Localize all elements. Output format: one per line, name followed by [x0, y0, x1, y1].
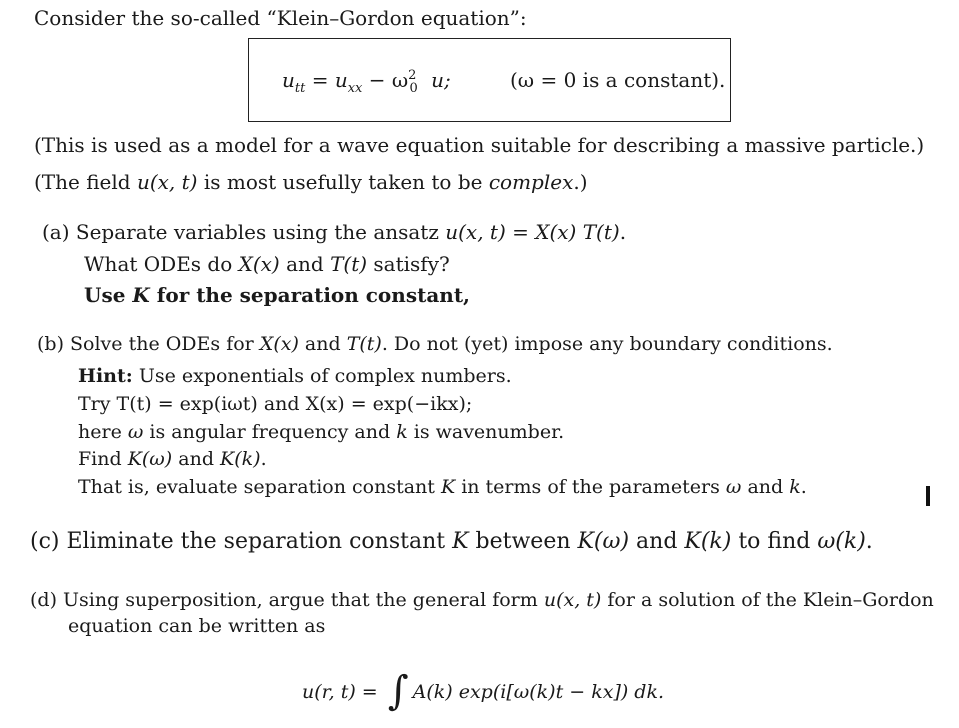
- intro-text: Consider the so-called “Klein–Gordon equation”:: [34, 6, 527, 30]
- equation-note: (ω = 0 is a constant).: [510, 68, 726, 92]
- text-cursor: [926, 486, 930, 506]
- part-b-evaluate: That is, evaluate separation constant K in terms of the parameters ω and k.: [78, 476, 807, 498]
- superposition-integral: u(r, t) = ∫ A(k) exp(i[ω(k)t − kx]) dk.: [302, 668, 665, 714]
- integral-sign: ∫: [387, 668, 409, 714]
- part-d-line-2: equation can be written as: [68, 615, 326, 637]
- remark-complex-field: (The field u(x, t) is most usefully taken to be complex.): [34, 170, 588, 194]
- part-b-line-1: (b) Solve the ODEs for X(x) and T(t). Do not (yet) impose any boundary conditions.: [37, 333, 833, 355]
- part-b-find: Find K(ω) and K(k).: [78, 448, 267, 470]
- part-a-line-3: Use K for the separation constant,: [84, 283, 471, 307]
- part-b-try: Try T(t) = exp(iωt) and X(x) = exp(−ikx);: [78, 393, 473, 415]
- part-b-hint: Hint: Use exponentials of complex numbers.: [78, 365, 512, 387]
- remark-massive-particle: (This is used as a model for a wave equation suitable for describing a massive particle.): [34, 133, 925, 157]
- klein-gordon-equation: $u_{tt} = u_{xx} - \omega^2_0$ u;: [282, 68, 451, 96]
- part-d-line-1: (d) Using superposition, argue that the general form u(x, t) for a solution of the Klein–Gordon: [30, 589, 934, 611]
- part-a-line-1: (a) Separate variables using the ansatz u(x, t) = X(x) T(t).: [42, 220, 627, 244]
- part-b-here: here ω is angular frequency and k is wavenumber.: [78, 421, 565, 443]
- part-c-line: (c) Eliminate the separation constant K between K(ω) and K(k) to find ω(k).: [30, 529, 873, 554]
- part-a-line-2: What ODEs do X(x) and T(t) satisfy?: [84, 252, 450, 276]
